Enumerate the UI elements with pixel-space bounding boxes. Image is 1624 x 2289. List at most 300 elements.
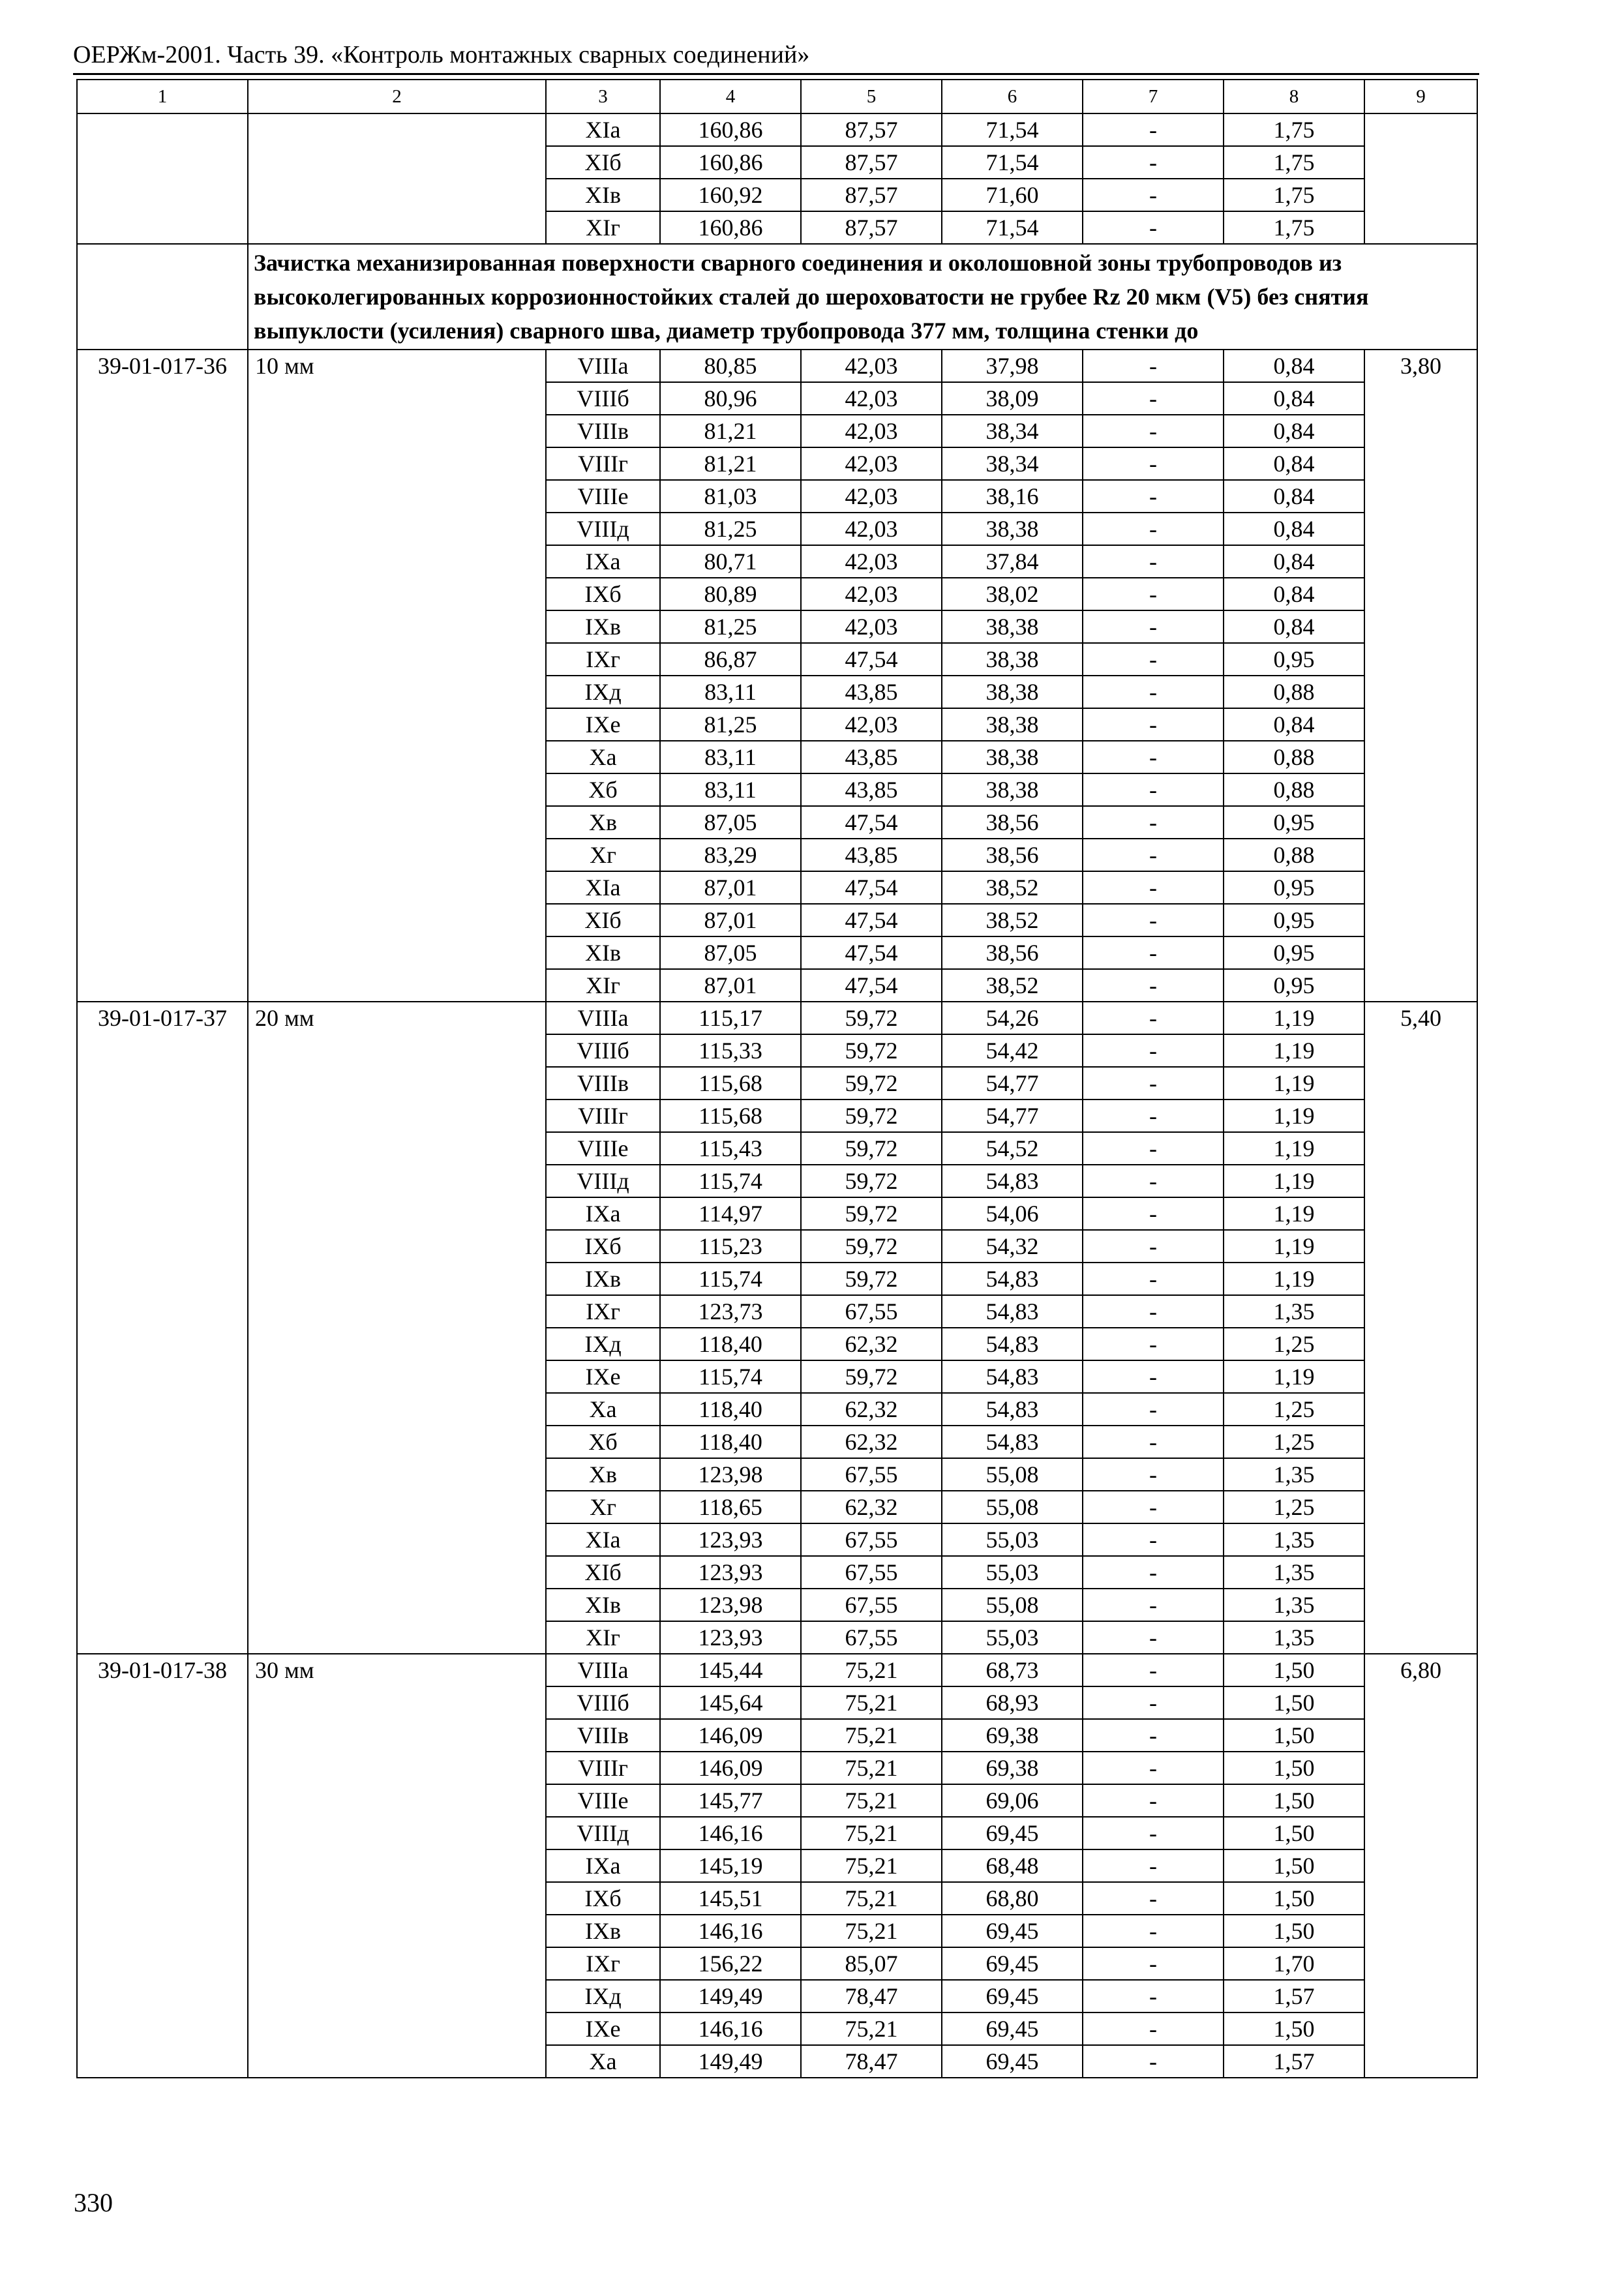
value-cell: 1,25: [1224, 1328, 1364, 1360]
value-cell: 0,95: [1224, 904, 1364, 936]
value-cell: 0,84: [1224, 610, 1364, 643]
value-cell: 1,50: [1224, 1719, 1364, 1752]
value-cell: 54,83: [942, 1393, 1083, 1426]
value-cell: 59,72: [801, 1263, 942, 1295]
value-cell: 43,85: [801, 676, 942, 708]
value-cell: 69,45: [942, 1980, 1083, 2012]
value-cell: 55,08: [942, 1491, 1083, 1523]
value-cell: 59,72: [801, 1197, 942, 1230]
value-cell: -: [1083, 513, 1224, 545]
value-cell: Xг: [546, 839, 660, 871]
value-cell: 38,38: [942, 741, 1083, 773]
value-cell: 81,21: [660, 415, 801, 447]
value-cell: 55,08: [942, 1589, 1083, 1621]
value-cell: 160,86: [660, 211, 801, 244]
value-cell: 42,03: [801, 513, 942, 545]
value-cell: 59,72: [801, 1165, 942, 1197]
value-cell: 0,95: [1224, 969, 1364, 1002]
value-cell: IXб: [546, 578, 660, 610]
value-cell: -: [1083, 1458, 1224, 1491]
value-cell: 67,55: [801, 1556, 942, 1589]
value-cell: 55,03: [942, 1556, 1083, 1589]
value-cell: -: [1083, 1491, 1224, 1523]
value-cell: IXб: [546, 1882, 660, 1915]
value-cell: 59,72: [801, 1002, 942, 1034]
value-cell: 69,06: [942, 1784, 1083, 1817]
value-cell: 156,22: [660, 1947, 801, 1980]
value-cell: 1,50: [1224, 1817, 1364, 1849]
value-cell: 42,03: [801, 578, 942, 610]
value-cell: 37,84: [942, 545, 1083, 578]
value-cell: 69,38: [942, 1752, 1083, 1784]
value-cell: Xа: [546, 741, 660, 773]
value-cell: 47,54: [801, 936, 942, 969]
value-cell: 115,74: [660, 1165, 801, 1197]
value-cell: 68,93: [942, 1686, 1083, 1719]
table-row: [77, 1654, 1477, 1686]
value-cell: VIIIб: [546, 1686, 660, 1719]
value-cell: 1,50: [1224, 1654, 1364, 1686]
rates-table: [76, 79, 1478, 2078]
value-cell: -: [1083, 676, 1224, 708]
value-cell: 87,01: [660, 969, 801, 1002]
value-cell: -: [1083, 1523, 1224, 1556]
value-cell: IXд: [546, 1980, 660, 2012]
value-cell: 38,38: [942, 708, 1083, 741]
column-number-cell: 4: [660, 80, 801, 113]
value-cell: IXв: [546, 1263, 660, 1295]
value-cell: -: [1083, 1915, 1224, 1947]
value-cell: -: [1083, 1230, 1224, 1263]
value-cell: 160,92: [660, 179, 801, 211]
value-cell: -: [1083, 545, 1224, 578]
value-cell: 118,40: [660, 1393, 801, 1426]
value-cell: XIб: [546, 904, 660, 936]
value-cell: 38,38: [942, 610, 1083, 643]
value-cell: IXе: [546, 708, 660, 741]
value-cell: XIв: [546, 179, 660, 211]
value-cell: 38,34: [942, 415, 1083, 447]
value-cell: 145,44: [660, 1654, 801, 1686]
value-cell: 115,68: [660, 1067, 801, 1100]
value-cell: 43,85: [801, 741, 942, 773]
value-cell: 67,55: [801, 1295, 942, 1328]
value-cell: 87,57: [801, 113, 942, 146]
value-cell: -: [1083, 1980, 1224, 2012]
value-cell: IXд: [546, 676, 660, 708]
value-cell: 145,64: [660, 1686, 801, 1719]
value-cell: 149,49: [660, 1980, 801, 2012]
value-cell: 75,21: [801, 1915, 942, 1947]
value-cell: 81,25: [660, 708, 801, 741]
value-cell: 38,52: [942, 969, 1083, 1002]
value-cell: 1,70: [1224, 1947, 1364, 1980]
value-cell: Xб: [546, 1426, 660, 1458]
value-cell: 1,50: [1224, 1686, 1364, 1719]
value-cell: 1,25: [1224, 1491, 1364, 1523]
value-cell: 123,73: [660, 1295, 801, 1328]
value-cell: -: [1083, 211, 1224, 244]
value-cell: -: [1083, 1328, 1224, 1360]
value-cell: -: [1083, 806, 1224, 839]
value-cell: 1,35: [1224, 1295, 1364, 1328]
value-cell: 1,50: [1224, 1882, 1364, 1915]
value-cell: VIIIа: [546, 350, 660, 382]
value-cell: 1,19: [1224, 1165, 1364, 1197]
value-cell: 59,72: [801, 1230, 942, 1263]
value-cell: 75,21: [801, 2012, 942, 2045]
value-cell: XIв: [546, 1589, 660, 1621]
value-cell: 59,72: [801, 1034, 942, 1067]
value-cell: 146,16: [660, 2012, 801, 2045]
value-cell: IXб: [546, 1230, 660, 1263]
value-cell: 0,84: [1224, 350, 1364, 382]
value-cell: 54,06: [942, 1197, 1083, 1230]
value-cell: 75,21: [801, 1817, 942, 1849]
value-cell: 118,65: [660, 1491, 801, 1523]
value-cell: 87,05: [660, 806, 801, 839]
value-cell: -: [1083, 1947, 1224, 1980]
value-cell: 145,19: [660, 1849, 801, 1882]
value-cell: 54,52: [942, 1132, 1083, 1165]
value-cell: 71,60: [942, 179, 1083, 211]
value-cell: 145,51: [660, 1882, 801, 1915]
value-cell: -: [1083, 1882, 1224, 1915]
rate-code: 39-01-017-36: [77, 350, 248, 1002]
value-cell: 69,45: [942, 2012, 1083, 2045]
value-cell: -: [1083, 1752, 1224, 1784]
value-cell: IXа: [546, 1849, 660, 1882]
value-cell: VIIIв: [546, 415, 660, 447]
value-cell: 67,55: [801, 1458, 942, 1491]
value-cell: 62,32: [801, 1426, 942, 1458]
value-cell: 1,75: [1224, 146, 1364, 179]
value-cell: -: [1083, 1067, 1224, 1100]
value-cell: -: [1083, 113, 1224, 146]
table-row: [77, 1002, 1477, 1034]
column-number-cell: 9: [1364, 80, 1477, 113]
rate-description: 20 мм: [248, 1002, 546, 1654]
value-cell: 81,21: [660, 447, 801, 480]
rate-col9-value: 6,80: [1364, 1654, 1477, 2078]
value-cell: 0,95: [1224, 643, 1364, 676]
value-cell: 67,55: [801, 1621, 942, 1654]
value-cell: 54,83: [942, 1295, 1083, 1328]
value-cell: XIа: [546, 871, 660, 904]
value-cell: 71,54: [942, 211, 1083, 244]
value-cell: VIIIг: [546, 1100, 660, 1132]
value-cell: 1,57: [1224, 1980, 1364, 2012]
value-cell: XIа: [546, 1523, 660, 1556]
section-title-row: [77, 244, 1477, 350]
value-cell: 146,16: [660, 1915, 801, 1947]
value-cell: 62,32: [801, 1491, 942, 1523]
value-cell: 83,11: [660, 676, 801, 708]
value-cell: 55,03: [942, 1523, 1083, 1556]
value-cell: IXа: [546, 1197, 660, 1230]
value-cell: -: [1083, 2045, 1224, 2078]
value-cell: -: [1083, 1426, 1224, 1458]
value-cell: 0,84: [1224, 415, 1364, 447]
value-cell: 47,54: [801, 904, 942, 936]
page-number: 330: [74, 2188, 113, 2217]
value-cell: 0,84: [1224, 447, 1364, 480]
value-cell: 0,88: [1224, 741, 1364, 773]
value-cell: VIIIв: [546, 1719, 660, 1752]
value-cell: 47,54: [801, 871, 942, 904]
value-cell: 38,16: [942, 480, 1083, 513]
value-cell: XIв: [546, 936, 660, 969]
value-cell: 0,95: [1224, 806, 1364, 839]
value-cell: 38,56: [942, 936, 1083, 969]
value-cell: -: [1083, 1295, 1224, 1328]
value-cell: -: [1083, 1784, 1224, 1817]
value-cell: 1,50: [1224, 1784, 1364, 1817]
value-cell: 38,52: [942, 871, 1083, 904]
value-cell: -: [1083, 1589, 1224, 1621]
value-cell: -: [1083, 904, 1224, 936]
value-cell: 80,96: [660, 382, 801, 415]
value-cell: 69,45: [942, 1947, 1083, 1980]
value-cell: IXг: [546, 1947, 660, 1980]
value-cell: XIа: [546, 113, 660, 146]
value-cell: 38,09: [942, 382, 1083, 415]
value-cell: IXг: [546, 1295, 660, 1328]
column-number-cell: 1: [77, 80, 248, 113]
value-cell: VIIIв: [546, 1067, 660, 1100]
value-cell: VIIIб: [546, 382, 660, 415]
value-cell: 0,95: [1224, 936, 1364, 969]
value-cell: VIIIе: [546, 1132, 660, 1165]
value-cell: IXг: [546, 643, 660, 676]
value-cell: 80,85: [660, 350, 801, 382]
table-row: [77, 113, 1477, 146]
value-cell: 75,21: [801, 1849, 942, 1882]
value-cell: 87,01: [660, 871, 801, 904]
value-cell: 42,03: [801, 415, 942, 447]
value-cell: VIIIа: [546, 1002, 660, 1034]
value-cell: 81,03: [660, 480, 801, 513]
value-cell: IXа: [546, 545, 660, 578]
value-cell: -: [1083, 1165, 1224, 1197]
value-cell: VIIIд: [546, 1165, 660, 1197]
value-cell: 160,86: [660, 146, 801, 179]
rate-description: 10 мм: [248, 350, 546, 1002]
value-cell: IXв: [546, 1915, 660, 1947]
value-cell: 75,21: [801, 1784, 942, 1817]
value-cell: 42,03: [801, 708, 942, 741]
value-cell: 115,33: [660, 1034, 801, 1067]
value-cell: 149,49: [660, 2045, 801, 2078]
value-cell: 54,77: [942, 1067, 1083, 1100]
value-cell: -: [1083, 1556, 1224, 1589]
value-cell: 1,50: [1224, 1849, 1364, 1882]
value-cell: 83,29: [660, 839, 801, 871]
value-cell: -: [1083, 1360, 1224, 1393]
description-cell-empty: [248, 113, 546, 244]
value-cell: 115,68: [660, 1100, 801, 1132]
rate-col9-value: 5,40: [1364, 1002, 1477, 1654]
value-cell: 1,35: [1224, 1458, 1364, 1491]
value-cell: -: [1083, 1132, 1224, 1165]
value-cell: 87,57: [801, 211, 942, 244]
value-cell: 81,25: [660, 610, 801, 643]
value-cell: Xа: [546, 1393, 660, 1426]
value-cell: 0,84: [1224, 382, 1364, 415]
value-cell: 1,19: [1224, 1132, 1364, 1165]
value-cell: 59,72: [801, 1067, 942, 1100]
rate-code: 39-01-017-38: [77, 1654, 248, 2078]
value-cell: -: [1083, 1034, 1224, 1067]
value-cell: 83,11: [660, 773, 801, 806]
value-cell: -: [1083, 708, 1224, 741]
value-cell: -: [1083, 415, 1224, 447]
value-cell: Xб: [546, 773, 660, 806]
rate-code: 39-01-017-37: [77, 1002, 248, 1654]
value-cell: -: [1083, 643, 1224, 676]
value-cell: 68,48: [942, 1849, 1083, 1882]
value-cell: -: [1083, 1100, 1224, 1132]
value-cell: 1,19: [1224, 1197, 1364, 1230]
value-cell: Xа: [546, 2045, 660, 2078]
value-cell: 115,74: [660, 1263, 801, 1295]
value-cell: 68,73: [942, 1654, 1083, 1686]
value-cell: 38,02: [942, 578, 1083, 610]
value-cell: 87,57: [801, 179, 942, 211]
value-cell: 0,84: [1224, 513, 1364, 545]
value-cell: 1,19: [1224, 1360, 1364, 1393]
value-cell: -: [1083, 480, 1224, 513]
value-cell: XIг: [546, 1621, 660, 1654]
rate-col9-value: 3,80: [1364, 350, 1477, 1002]
value-cell: -: [1083, 1393, 1224, 1426]
value-cell: -: [1083, 447, 1224, 480]
value-cell: 47,54: [801, 969, 942, 1002]
value-cell: 42,03: [801, 382, 942, 415]
value-cell: 1,19: [1224, 1230, 1364, 1263]
value-cell: -: [1083, 871, 1224, 904]
value-cell: 1,35: [1224, 1589, 1364, 1621]
value-cell: 67,55: [801, 1523, 942, 1556]
value-cell: 1,19: [1224, 1263, 1364, 1295]
value-cell: -: [1083, 610, 1224, 643]
value-cell: 0,84: [1224, 545, 1364, 578]
value-cell: 54,42: [942, 1034, 1083, 1067]
value-cell: 115,17: [660, 1002, 801, 1034]
value-cell: -: [1083, 350, 1224, 382]
value-cell: IXд: [546, 1328, 660, 1360]
value-cell: 1,19: [1224, 1034, 1364, 1067]
column-number-cell: 3: [546, 80, 660, 113]
value-cell: 0,84: [1224, 480, 1364, 513]
value-cell: 38,38: [942, 643, 1083, 676]
value-cell: -: [1083, 179, 1224, 211]
value-cell: -: [1083, 1817, 1224, 1849]
value-cell: 118,40: [660, 1426, 801, 1458]
code-cell-empty: [77, 113, 248, 244]
page-header-title: ОЕРЖм-2001. Часть 39. «Контроль монтажных сварных соединений»: [73, 41, 810, 68]
value-cell: 1,25: [1224, 1426, 1364, 1458]
value-cell: 69,45: [942, 1817, 1083, 1849]
value-cell: VIIIа: [546, 1654, 660, 1686]
value-cell: IXв: [546, 610, 660, 643]
section-code-empty: [77, 244, 248, 350]
value-cell: -: [1083, 578, 1224, 610]
value-cell: 75,21: [801, 1752, 942, 1784]
value-cell: 69,38: [942, 1719, 1083, 1752]
value-cell: -: [1083, 1849, 1224, 1882]
value-cell: 75,21: [801, 1654, 942, 1686]
value-cell: 54,26: [942, 1002, 1083, 1034]
value-cell: VIIIе: [546, 1784, 660, 1817]
value-cell: 1,75: [1224, 113, 1364, 146]
column-number-cell: 6: [942, 80, 1083, 113]
value-cell: 42,03: [801, 447, 942, 480]
value-cell: 43,85: [801, 773, 942, 806]
value-cell: 1,35: [1224, 1523, 1364, 1556]
value-cell: 80,71: [660, 545, 801, 578]
value-cell: 54,83: [942, 1426, 1083, 1458]
value-cell: 38,38: [942, 513, 1083, 545]
value-cell: VIIIг: [546, 1752, 660, 1784]
value-cell: 118,40: [660, 1328, 801, 1360]
value-cell: 38,56: [942, 839, 1083, 871]
value-cell: VIIIб: [546, 1034, 660, 1067]
header-rule: [73, 73, 1479, 75]
col9-cell-empty: [1364, 113, 1477, 244]
value-cell: 55,08: [942, 1458, 1083, 1491]
value-cell: 1,50: [1224, 1915, 1364, 1947]
value-cell: 145,77: [660, 1784, 801, 1817]
value-cell: Xв: [546, 806, 660, 839]
value-cell: XIг: [546, 211, 660, 244]
value-cell: -: [1083, 741, 1224, 773]
value-cell: -: [1083, 773, 1224, 806]
value-cell: 0,95: [1224, 871, 1364, 904]
value-cell: 38,38: [942, 773, 1083, 806]
value-cell: 146,09: [660, 1719, 801, 1752]
value-cell: 0,88: [1224, 773, 1364, 806]
value-cell: 59,72: [801, 1100, 942, 1132]
value-cell: 87,57: [801, 146, 942, 179]
value-cell: VIIIг: [546, 447, 660, 480]
value-cell: Xв: [546, 1458, 660, 1491]
value-cell: 54,83: [942, 1263, 1083, 1295]
value-cell: 54,83: [942, 1165, 1083, 1197]
value-cell: IXе: [546, 2012, 660, 2045]
rate-description: 30 мм: [248, 1654, 546, 2078]
value-cell: 71,54: [942, 113, 1083, 146]
value-cell: 78,47: [801, 2045, 942, 2078]
table-row: [77, 350, 1477, 382]
column-number-cell: 8: [1224, 80, 1364, 113]
value-cell: 38,52: [942, 904, 1083, 936]
value-cell: -: [1083, 382, 1224, 415]
value-cell: -: [1083, 1621, 1224, 1654]
value-cell: 0,88: [1224, 676, 1364, 708]
column-number-row: [77, 80, 1477, 113]
value-cell: 62,32: [801, 1328, 942, 1360]
value-cell: 42,03: [801, 610, 942, 643]
value-cell: -: [1083, 146, 1224, 179]
value-cell: XIб: [546, 1556, 660, 1589]
section-title: Зачистка механизированная поверхности сварного соединения и околошовной зоны трубопроводов из высоколегированных коррозионностойких сталей до шероховатости не грубее Rz 20 мкм (V5) без снятия выпуклости (усиления) сварного шва, диаметр трубопровода 377 мм, толщина стенки до: [248, 244, 1477, 350]
value-cell: -: [1083, 1719, 1224, 1752]
value-cell: 114,97: [660, 1197, 801, 1230]
value-cell: 1,50: [1224, 1752, 1364, 1784]
value-cell: 1,19: [1224, 1002, 1364, 1034]
value-cell: 80,89: [660, 578, 801, 610]
